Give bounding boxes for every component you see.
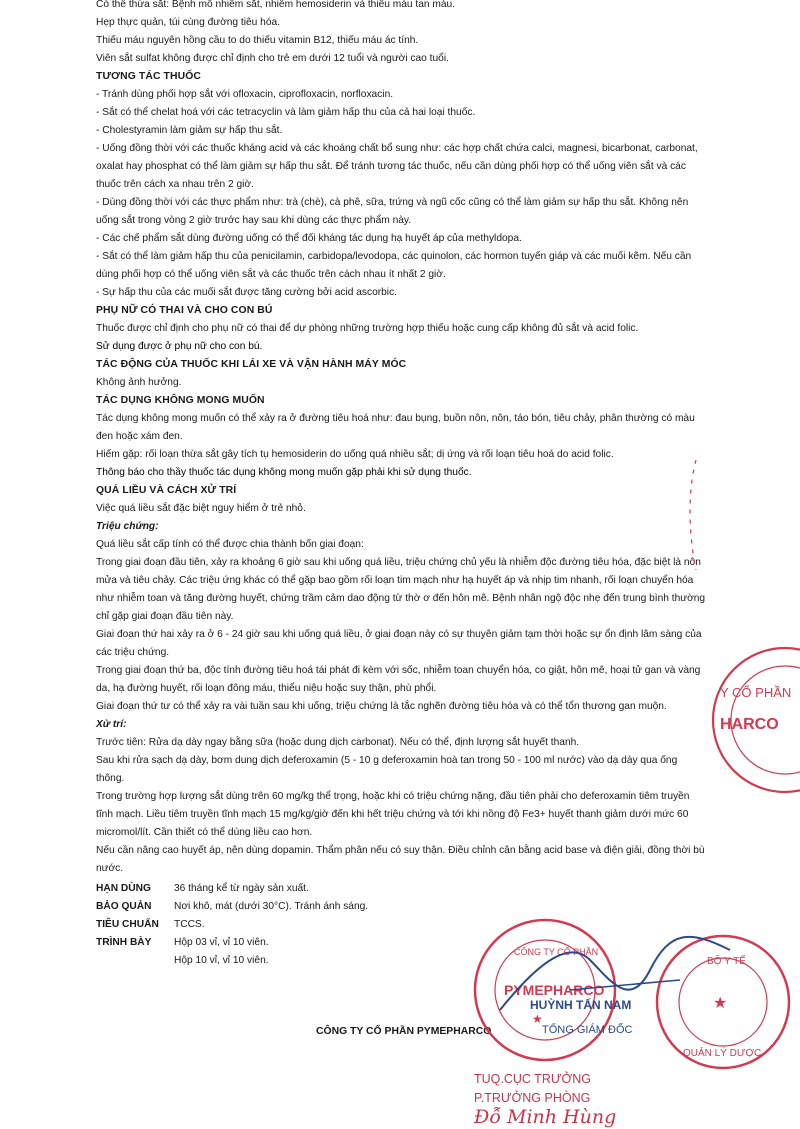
spec-key: TRÌNH BÀY bbox=[96, 937, 152, 948]
svg-text:HARCO: HARCO bbox=[720, 716, 779, 733]
interaction-line: - Sắt có thể chelat hoá với các tetracyclin và làm giảm hấp thu của cả hai loại thuốc. bbox=[96, 107, 476, 118]
company-name: CÔNG TY CỔ PHẦN PYMEPHARCO bbox=[316, 1026, 492, 1037]
spec-value: TCCS. bbox=[174, 919, 205, 930]
signature-scribble bbox=[480, 920, 740, 1030]
section-heading: PHỤ NỮ CÓ THAI VÀ CHO CON BÚ bbox=[96, 305, 273, 316]
symptom-line: Giai đoạn thứ hai xảy ra ở 6 - 24 giờ sau khi uống quá liều, ở giai đoạn này có sự thuyên giảm tạm thời hoặc sự ổn định lâm sàng của các triệu chứng. bbox=[96, 629, 702, 658]
svg-text:PYMEPHARCO: PYMEPHARCO bbox=[504, 982, 605, 998]
intro-line: Viên sắt sulfat không được chỉ định cho trẻ em dưới 12 tuổi và người cao tuổi. bbox=[96, 53, 449, 64]
official-signature: Đỗ Minh Hùng bbox=[474, 1106, 617, 1128]
symptom-line: Trong giai đoạn đầu tiên, xảy ra khoảng 6 giờ sau khi uống quá liều, triệu chứng chủ yếu là nhiễm độc đường tiêu hóa, đặc biệt là nôn mửa và tiêu chảy. Các triệu ứng khác có thể gặp bao gồm rối loạn tim mạch như hạ huyết áp và nhịp tim nhanh, rối loạn chuyển hóa như nhiễm toan và tăng đường huyết, chứng trầm cảm dao động từ thờ ơ đến hôn mê. Bệnh nhân ngộ độc nhẹ đến trung bình thường chỉ gặp giai đoạn đầu tiên này. bbox=[96, 557, 706, 622]
svg-text:Y CỔ PHẦN: Y CỔ PHẦN bbox=[720, 685, 792, 700]
symptom-line: Trong giai đoạn thứ ba, độc tính đường tiêu hoá tái phát đi kèm với sốc, nhiễm toan chuyển hóa, co giật, hôn mê, hoại tử gan và vàng da, hạ đường huyết, rối loạn đông máu, thiểu niệu hoặc suy thận, phù phổi. bbox=[96, 665, 701, 694]
treatment-line: Nếu cần nâng cao huyết áp, nên dùng dopamin. Thẩm phân nếu có suy thận. Điều chỉnh cân bằng acid base và điện giải, đồng thời bù nước. bbox=[96, 845, 705, 874]
symptom-line: Giai đoạn thứ tư có thể xảy ra vài tuần sau khi uống, triệu chứng là tắc nghẽn đường tiêu hóa và có thể tổn thương gan muộn. bbox=[96, 701, 667, 712]
symptom-line: Quá liều sắt cấp tính có thể được chia thành bốn giai đoạn: bbox=[96, 539, 364, 550]
document-body bbox=[96, 0, 708, 970]
spec-key: HẠN DÙNG bbox=[96, 883, 151, 894]
symptoms-heading: Triệu chứng: bbox=[96, 521, 159, 532]
side-effect-line: Thông báo cho thầy thuốc tác dụng không mong muốn gặp phải khi sử dụng thuốc. bbox=[96, 467, 472, 478]
tuq-label: TUQ.CỤC TRƯỞNG bbox=[474, 1072, 591, 1086]
interaction-line: - Sắt có thể làm giảm hấp thu của penicilamin, carbidopa/levodopa, các quinolon, các hormon tuyến giáp và các muối kẽm. Nếu cần dùng phối hợp có thể uống viên sắt và các thuốc trên cách nhau ít nhất 2 giờ. bbox=[96, 251, 692, 280]
interaction-line: - Tránh dùng phối hợp sắt với ofloxacin, ciprofloxacin, norfloxacin. bbox=[96, 89, 394, 100]
svg-text:CÔNG TY CỔ PHẦN: CÔNG TY CỔ PHẦN bbox=[514, 947, 599, 957]
section-heading: TƯƠNG TÁC THUỐC bbox=[96, 71, 201, 82]
interaction-line: - Uống đồng thời với các thuốc kháng acid và các khoáng chất bổ sung như: các hợp chất chứa calci, magnesi, bicarbonat, carbonat, oxalat hay phosphat có thể làm giảm sự hấp thu sắt. Để tránh tương tác thuốc, nếu cần dùng phối hợp có thể uống viên sắt và các thuốc trên cách xa nhau trên 2 giờ. bbox=[96, 143, 698, 190]
authorization-block bbox=[474, 1070, 616, 1127]
intro-line: Hẹp thực quản, túi cùng đường tiêu hóa. bbox=[96, 17, 281, 28]
interaction-line: - Sự hấp thu của các muối sắt được tăng cường bởi acid ascorbic. bbox=[96, 287, 397, 298]
spec-key bbox=[96, 952, 174, 970]
svg-text:★: ★ bbox=[713, 995, 728, 1012]
side-seal-stamp bbox=[690, 645, 800, 795]
pregnancy-line: Thuốc được chỉ định cho phụ nữ có thai để dự phòng những trường hợp thiếu hoặc cung cấp không đủ sắt và acid folic. bbox=[96, 323, 639, 334]
spec-value: Nơi khô, mát (dưới 30°C). Tránh ánh sáng. bbox=[174, 901, 369, 912]
section-heading: TÁC ĐỘNG CỦA THUỐC KHI LÁI XE VÀ VẬN HÀNH MÁY MÓC bbox=[96, 359, 407, 370]
svg-text:QUẢN LÝ DƯỢC: QUẢN LÝ DƯỢC bbox=[683, 1048, 762, 1059]
section-heading: TÁC DỤNG KHÔNG MONG MUỐN bbox=[96, 395, 265, 406]
intro-line: Thiếu máu nguyên hồng cầu to do thiếu vitamin B12, thiếu máu ác tính. bbox=[96, 35, 419, 46]
dept-label: P.TRƯỞNG PHÒNG bbox=[474, 1091, 591, 1105]
treatment-line: Sau khi rửa sạch dạ dày, bơm dung dịch deferoxamin (5 - 10 g deferoxamin hoà tan trong 50 - 100 ml nước) vào dạ dày qua ống thông. bbox=[96, 755, 678, 784]
treatment-line: Trước tiên: Rửa dạ dày ngay bằng sữa (hoặc dung dịch carbonat). Nếu có thể, định lượng sắt huyết thanh. bbox=[96, 737, 580, 748]
side-effect-line: Tác dụng không mong muốn có thể xảy ra ở đường tiêu hoá như: đau bụng, buồn nôn, nôn, táo bón, tiêu chảy, phân thường có màu đen hoặc xám đen. bbox=[96, 413, 695, 442]
side-effect-line: Hiếm gặp: rối loạn thừa sắt gây tích tụ hemosiderin do uống quá nhiều sắt; dị ứng và rối loạn tiêu hoá do acid folic. bbox=[96, 449, 614, 460]
svg-text:★: ★ bbox=[532, 1012, 543, 1026]
overdose-intro: Việc quá liều sắt đặc biệt nguy hiểm ở trẻ nhỏ. bbox=[96, 503, 306, 514]
spec-key: TIÊU CHUẨN bbox=[96, 919, 159, 930]
spec-value: 36 tháng kể từ ngày sản xuất. bbox=[174, 883, 309, 894]
svg-text:BỘ Y TẾ: BỘ Y TẾ bbox=[707, 956, 746, 967]
signer-name: HUỲNH TẤN NAM bbox=[530, 998, 632, 1012]
spec-key: BẢO QUẢN bbox=[96, 901, 152, 912]
driving-line: Không ảnh hưởng. bbox=[96, 377, 182, 388]
intro-line: Có thể thừa sắt: Bệnh mô nhiễm sắt, nhiễm hemosiderin và thiếu máu tan máu. bbox=[96, 0, 456, 10]
section-heading: QUÁ LIỀU VÀ CÁCH XỬ TRÍ bbox=[96, 485, 237, 496]
signer-title: TỔNG GIÁM ĐỐC bbox=[542, 1024, 633, 1036]
spec-value: Hộp 03 vỉ, vỉ 10 viên. bbox=[174, 937, 269, 948]
interaction-line: - Dùng đồng thời với các thực phẩm như: trà (chè), cà phê, sữa, trứng và ngũ cốc cũng có thể làm giảm sự hấp thu sắt. Không nên uống sắt trong vòng 2 giờ trước hay sau khi dùng các thực phẩm này. bbox=[96, 197, 689, 226]
interaction-line: - Cholestyramin làm giảm sự hấp thu sắt. bbox=[96, 125, 283, 136]
pregnancy-line: Sử dụng được ở phụ nữ cho con bú. bbox=[96, 341, 263, 352]
fold-mark bbox=[686, 460, 700, 570]
interaction-line: - Các chế phẩm sắt dùng đường uống có thể đối kháng tác dụng hạ huyết áp của methyldopa. bbox=[96, 233, 522, 244]
treatment-heading: Xử trí: bbox=[96, 719, 127, 730]
spec-value: Hộp 10 vỉ, vỉ 10 viên. bbox=[174, 955, 269, 966]
treatment-line: Trong trường hợp lượng sắt dùng trên 60 mg/kg thể trọng, hoặc khi có triệu chứng nặng, đầu tiên phải cho deferoxamin tiêm truyền tĩnh mạch. Liều tiêm truyền tĩnh mạch 15 mg/kg/giờ đến khi hết triệu chứng và tới khi nồng độ Fe3+ huyết thanh giảm dưới mức 60 micromol/lít. Cần thiết có thể dùng liều cao hơn. bbox=[96, 791, 690, 838]
